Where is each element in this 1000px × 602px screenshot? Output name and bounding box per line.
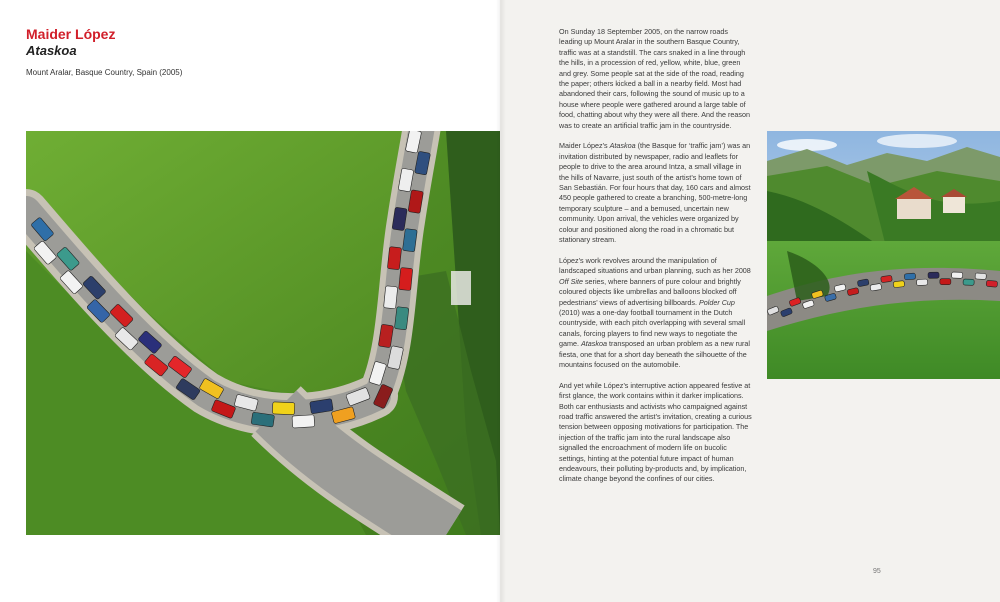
village-traffic-photo <box>767 131 1000 379</box>
page-number: 95 <box>873 568 881 575</box>
paragraph-3-title-1: Off Site <box>559 276 583 286</box>
car-mark <box>916 279 927 286</box>
artist-name: Maider López <box>26 26 116 42</box>
car-mark <box>952 272 963 278</box>
car-mark <box>387 247 401 270</box>
car-mark <box>986 280 997 287</box>
car-mark <box>940 279 951 285</box>
paragraph-3-part-a: López’s work revolves around the manipulation of landscaped situations and urban planning, such as her 2008 <box>559 255 751 276</box>
car-mark <box>975 273 986 280</box>
paragraph-3-part-c: (2010) was a one-day football tournament in the Dutch countryside, with each pitch overlapping with several small canals, forcing players to find new ways to negotiate the game. <box>559 307 746 349</box>
car-mark <box>272 402 294 415</box>
paragraph-2 <box>559 141 753 245</box>
car-mark <box>399 268 413 291</box>
book-gutter <box>496 0 506 602</box>
car-mark <box>963 279 974 285</box>
car-mark <box>394 307 408 330</box>
work-title: Ataskoa <box>26 43 77 58</box>
paragraph-3-title-3: Ataskoa <box>580 339 607 349</box>
paragraph-3-title-2: Polder Cup <box>698 297 735 307</box>
paragraph-3-part-d: transposed an urban problem as a new rural fiesta, one that for a short day beneath the silhouette of the mountains focused on the automobile. <box>559 339 751 369</box>
traffic-jam-aerial-photo <box>26 131 500 535</box>
paragraph-2-part-a: Maider López’s <box>559 141 610 151</box>
car-mark <box>881 275 893 282</box>
car-mark <box>893 281 905 288</box>
paragraph-4: And yet while López’s interruptive action appeared festive at first glance, the work contains within it darker implications. Both car enthusiasts and activists who campaigned against road traffic answered the artist’s invitation, creating a curious tension between opposing motivations for participation. The injection of the traffic jam into the rural landscape also signalled the encroachment of modern life on bucolic settings, hinting at the potential future impact of human endeavours, their polluting by-products and, by implication, climate change beyond the confines of our cities. <box>559 380 752 484</box>
paragraph-2-part-b: (the Basque for ‘traffic jam’) was an invitation distributed by newspaper, radio and leaflets for people to drive to the area around Intza, a small village in the hills of Navarre, just south of the artist’s home town of San Sebastián. For four hours that day, 160 cars and almost 450 people gathered to create a branching, 500-metre-long temporary sculpture – and a bemused, uncertain new community. Upon arrival, the vehicles were organized by colour and positioned along the road in a chromatic but stationary stream. <box>559 141 751 245</box>
paragraph-1: On Sunday 18 September 2005, on the narrow roads leading up Mount Aralar in the southern Basque Country, traffic was at a standstill. The cars snaked in a line through the hills, in a procession of red, yellow, white, blue, green and grey. Some people sat at the side of the road, reading the paper; others kicked a ball in a nearby field. Most had abandoned their cars, following the sound of music up to a house where people were gathered around a large table of food, chatting about why they were all there. And the reason was to create an artificial traffic jam in the countryside. <box>559 27 750 130</box>
paragraph-3 <box>559 256 753 370</box>
paragraph-2-title: Ataskoa <box>609 141 636 151</box>
article-body <box>559 27 753 495</box>
car-mark <box>384 286 398 309</box>
car-mark <box>928 272 939 278</box>
car-mark <box>402 229 417 252</box>
paragraph-3-part-b: series, where banners of pure colour and brightly coloured objects like umbrellas and balloons blocked off pedestrians’ views of advertising billboards. <box>559 276 741 307</box>
photo-caption: Mount Aralar, Basque Country, Spain (2005) <box>26 68 183 77</box>
car-mark <box>904 273 915 280</box>
car-mark <box>292 415 315 428</box>
